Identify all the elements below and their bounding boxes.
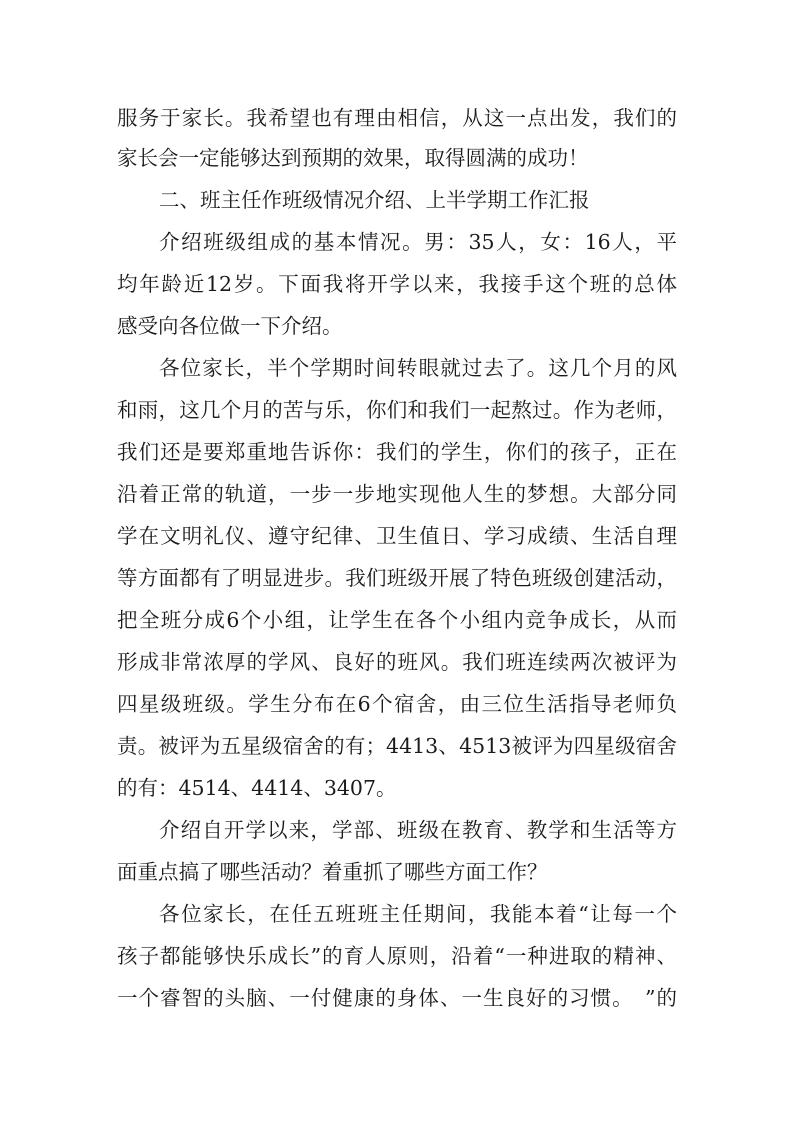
text-line-4: 介绍班级组成的基本情况。男：35人，女：16人，平 [159,230,677,254]
text-line-12: 等方面都有了明显进步。我们班级开展了特色班级创建活动， [117,566,677,590]
text-line-1: 服务于家长。我希望也有理由相信，从这一点出发，我们的 [117,106,677,130]
text-line-9: 我们还是要郑重地告诉你：我们的学生，你们的孩子，正在 [117,440,677,464]
text-line-15: 四星级班级。学生分布在6个宿舍，由三位生活指导老师负 [117,692,677,716]
section-heading: 二、班主任作班级情况介绍、上半学期工作汇报 [159,188,590,212]
text-line-8: 和雨，这几个月的苦与乐，你们和我们一起熬过。作为老师， [117,398,677,422]
text-line-20: 各位家长，在任五班班主任期间，我能本着“让每一个 [159,902,677,926]
text-line-18: 介绍自开学以来，学部、班级在教育、教学和生活等方 [159,818,677,842]
text-line-19: 面重点搞了哪些活动？着重抓了哪些方面工作？ [117,860,548,884]
text-line-21: 孩子都能够快乐成长”的育人原则，沿着“一种进取的精神、 [117,944,677,968]
text-line-13: 把全班分成6个小组，让学生在各个小组内竞争成长，从而 [117,608,677,632]
text-line-22: 一个睿智的头脑、一付健康的身体、一生良好的习惯。 ”的 [117,986,677,1010]
text-line-16: 责。被评为五星级宿舍的有；4413、4513被评为四星级宿舍 [117,734,677,758]
text-line-2: 家长会一定能够达到预期的效果，取得圆满的成功！ [117,146,589,170]
text-line-11: 学在文明礼仪、遵守纪律、卫生值日、学习成绩、生活自理 [117,524,677,548]
text-line-5: 均年龄近12岁。下面我将开学以来，我接手这个班的总体 [117,272,677,296]
text-line-14: 形成非常浓厚的学风、良好的班风。我们班连续两次被评为 [117,650,677,674]
text-line-17: 的有：4514、4414、3407。 [117,776,397,800]
text-line-6: 感受向各位做一下介绍。 [117,314,343,338]
text-line-7: 各位家长，半个学期时间转眼就过去了。这几个月的风 [159,356,677,380]
text-line-10: 沿着正常的轨道，一步一步地实现他人生的梦想。大部分同 [117,482,677,506]
